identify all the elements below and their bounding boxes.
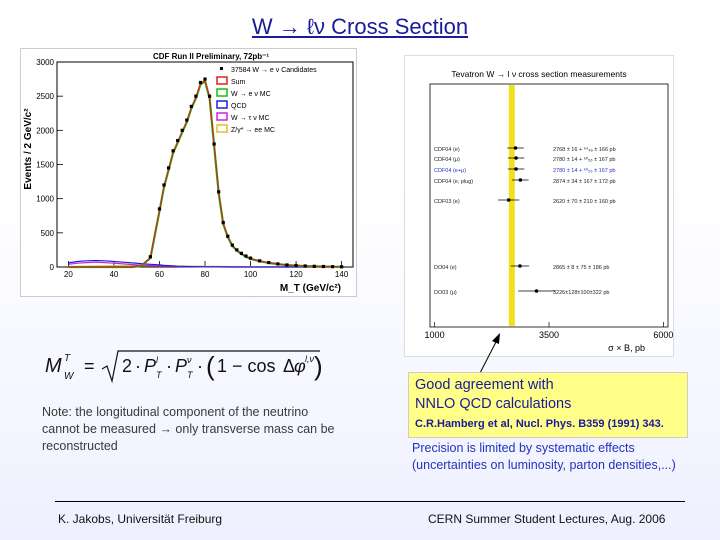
svg-text:·: · — [166, 356, 172, 376]
mt-chart-title: CDF Run II Preliminary, 72pb⁻¹ — [152, 52, 270, 61]
mt-data-point — [226, 235, 229, 238]
xsec-measurement-value: 2780 ± 14 + ⁶⁰₅₆ ± 167 pb — [553, 168, 616, 174]
mt-data-point — [267, 261, 270, 264]
mt-legend-label: 37584 W → e ν Candidates — [231, 67, 317, 74]
mt-y-tick-label: 2500 — [36, 92, 54, 102]
mt-x-tick-label: 100 — [243, 270, 258, 279]
mt-data-point — [185, 118, 188, 121]
transverse-mass-formula — [40, 345, 323, 387]
svg-text:2: 2 — [122, 356, 133, 376]
mt-data-point — [194, 95, 197, 98]
xsec-measurement-value: 2620 ± 70 ± 210 ± 160 pb — [553, 199, 616, 205]
mt-data-point — [331, 265, 334, 268]
mt-data-point — [340, 265, 343, 268]
mt-data-point — [231, 244, 234, 247]
mt-x-tick-label: 20 — [63, 270, 73, 279]
mt-y-tick-label: 500 — [40, 228, 54, 238]
slide-title: W → ℓν Cross Section — [251, 14, 469, 39]
mt-x-tick-label: 40 — [109, 270, 119, 279]
svg-text:·: · — [197, 356, 203, 376]
svg-text:φ: φ — [294, 356, 306, 376]
xsec-measurement-value: 2874 ± 34 ± 167 ± 172 pb — [553, 179, 616, 185]
svg-text:P: P — [175, 356, 188, 376]
xsec-measurement-value: 2768 ± 16 + ⁶⁴₄₉ ± 166 pb — [553, 147, 616, 153]
agreement-reference: C.R.Hamberg et al, Nucl. Phys. B359 (1991) 343. — [415, 418, 664, 430]
xsec-measurement-label: CDF04 (e+μ) — [434, 168, 467, 174]
mt-data-point — [322, 265, 325, 268]
mt-data-point — [190, 105, 193, 108]
mt-data-point — [244, 254, 247, 257]
svg-text:l,ν: l,ν — [305, 354, 314, 364]
mt-data-point — [176, 139, 179, 142]
cross-section-measurements-chart — [404, 55, 674, 357]
mt-data-point — [208, 95, 211, 98]
xsec-x-tick-label: 1000 — [424, 330, 445, 340]
svg-text:l: l — [156, 355, 158, 365]
mt-data-point — [249, 257, 252, 260]
mt-data-point — [172, 149, 175, 152]
agreement-line-2: NNLO QCD calculations — [415, 396, 572, 412]
xsec-measurement-point — [535, 289, 539, 293]
mt-data-point — [258, 259, 261, 262]
mt-x-axis-label: M_T (GeV/c²) — [279, 283, 341, 294]
mt-chart-svg — [21, 49, 356, 296]
mt-x-tick-label: 120 — [289, 270, 303, 279]
mt-legend-label: Sum — [231, 79, 246, 86]
mt-legend-label: QCD — [231, 103, 247, 110]
xsec-measurement-point — [507, 198, 511, 202]
xsec-measurement-value: 2780 ± 14 + ⁶⁰₅₆ ± 167 pb — [553, 157, 616, 163]
mt-data-point — [276, 262, 279, 265]
footer-event: CERN Summer Student Lectures, Aug. 2006 — [428, 512, 666, 526]
footer-author: K. Jakobs, Universität Freiburg — [58, 512, 223, 526]
mt-data-point — [240, 252, 243, 255]
mt-legend-marker — [220, 67, 223, 70]
mt-data-point — [162, 183, 165, 186]
xsec-x-tick-label: 3500 — [538, 330, 560, 340]
mt-y-tick-label: 3000 — [36, 58, 54, 67]
xsec-measurement-label: CDF04 (e) — [434, 147, 460, 153]
mt-data-point — [181, 129, 184, 132]
xsec-measurement-label: CDF03 (e) — [434, 199, 460, 205]
xsec-measurement-value: 2865 ± 8 ± 75 ± 186 pb — [553, 265, 610, 271]
mt-x-tick-label: 60 — [155, 270, 164, 279]
svg-text:M: M — [45, 355, 62, 377]
mt-y-tick-label: 1500 — [36, 160, 54, 170]
xsec-measurement-point — [514, 146, 518, 150]
xsec-plot-frame — [430, 84, 668, 327]
mt-data-point — [213, 142, 216, 145]
mt-data-point — [294, 264, 297, 267]
svg-text:·: · — [135, 356, 141, 376]
mt-data-point — [285, 263, 288, 266]
xsec-measurement-point — [514, 156, 518, 160]
mt-data-point — [203, 77, 206, 80]
svg-text:P: P — [144, 356, 157, 376]
agreement-callout — [408, 372, 688, 438]
xsec-x-tick-label: 6000 — [653, 330, 674, 340]
precision-note: Precision is limited by systematic effects (uncertainties on luminosity, parton densities,...) — [412, 441, 676, 472]
svg-text:(: ( — [206, 351, 215, 381]
svg-text:W: W — [64, 371, 74, 382]
mt-data-point — [222, 221, 225, 224]
mt-distribution-chart — [20, 48, 357, 297]
svg-text:1 − cos: 1 − cos — [217, 356, 276, 376]
xsec-measurement-label: DO03 (μ) — [434, 290, 457, 296]
mt-data-point — [235, 248, 238, 251]
mt-y-axis-label: Events / 2 GeV/c² — [23, 108, 34, 190]
mt-plot-frame — [57, 62, 353, 267]
svg-text:T: T — [64, 353, 71, 364]
mt-data-point — [199, 81, 202, 84]
mt-data-point — [217, 190, 220, 193]
mt-x-tick-label: 80 — [200, 270, 210, 279]
svg-text:=: = — [84, 356, 95, 376]
mt-data-point — [149, 255, 152, 258]
mt-legend-label: W → e ν MC — [231, 91, 271, 98]
xsec-measurement-label: CDF04 (e, plug) — [434, 179, 474, 185]
mt-y-tick-label: 2000 — [36, 126, 54, 136]
mt-data-point — [167, 166, 170, 169]
svg-text:T: T — [156, 370, 162, 380]
xsec-measurement-point — [514, 167, 518, 171]
xsec-measurement-point — [518, 264, 522, 268]
xsec-x-axis-label: σ × B, pb — [608, 343, 645, 353]
mt-y-tick-label: 1000 — [36, 194, 54, 204]
mt-legend-label: Z/γ* → ee MC — [231, 127, 275, 134]
xsec-theory-band — [509, 85, 515, 326]
mt-data-point — [158, 207, 161, 210]
svg-text:): ) — [314, 351, 323, 381]
xsec-chart-svg — [405, 56, 673, 356]
svg-text:Δ: Δ — [283, 356, 296, 376]
mt-y-tick-label: 0 — [49, 263, 54, 272]
svg-text:T: T — [187, 370, 193, 380]
mt-data-point — [313, 265, 316, 268]
transverse-mass-note: Note: the longitudinal component of the neutrino cannot be measured → only transverse mass can be reconstructed — [42, 405, 335, 453]
xsec-measurement-value: 3226±128±100±322 pb — [553, 290, 610, 296]
mt-data-point — [304, 264, 307, 267]
agreement-line-1: Good agreement with — [415, 377, 554, 393]
xsec-measurement-label: CDF04 (μ) — [434, 157, 460, 163]
footer-divider — [55, 501, 685, 502]
xsec-measurement-label: DO04 (e) — [434, 265, 457, 271]
xsec-chart-title: Tevatron W → l ν cross section measurements — [451, 69, 627, 79]
xsec-measurement-point — [519, 178, 523, 182]
mt-x-tick-label: 140 — [334, 270, 349, 279]
svg-text:ν: ν — [187, 355, 192, 365]
mt-legend-label: W → τ ν MC — [231, 115, 270, 122]
